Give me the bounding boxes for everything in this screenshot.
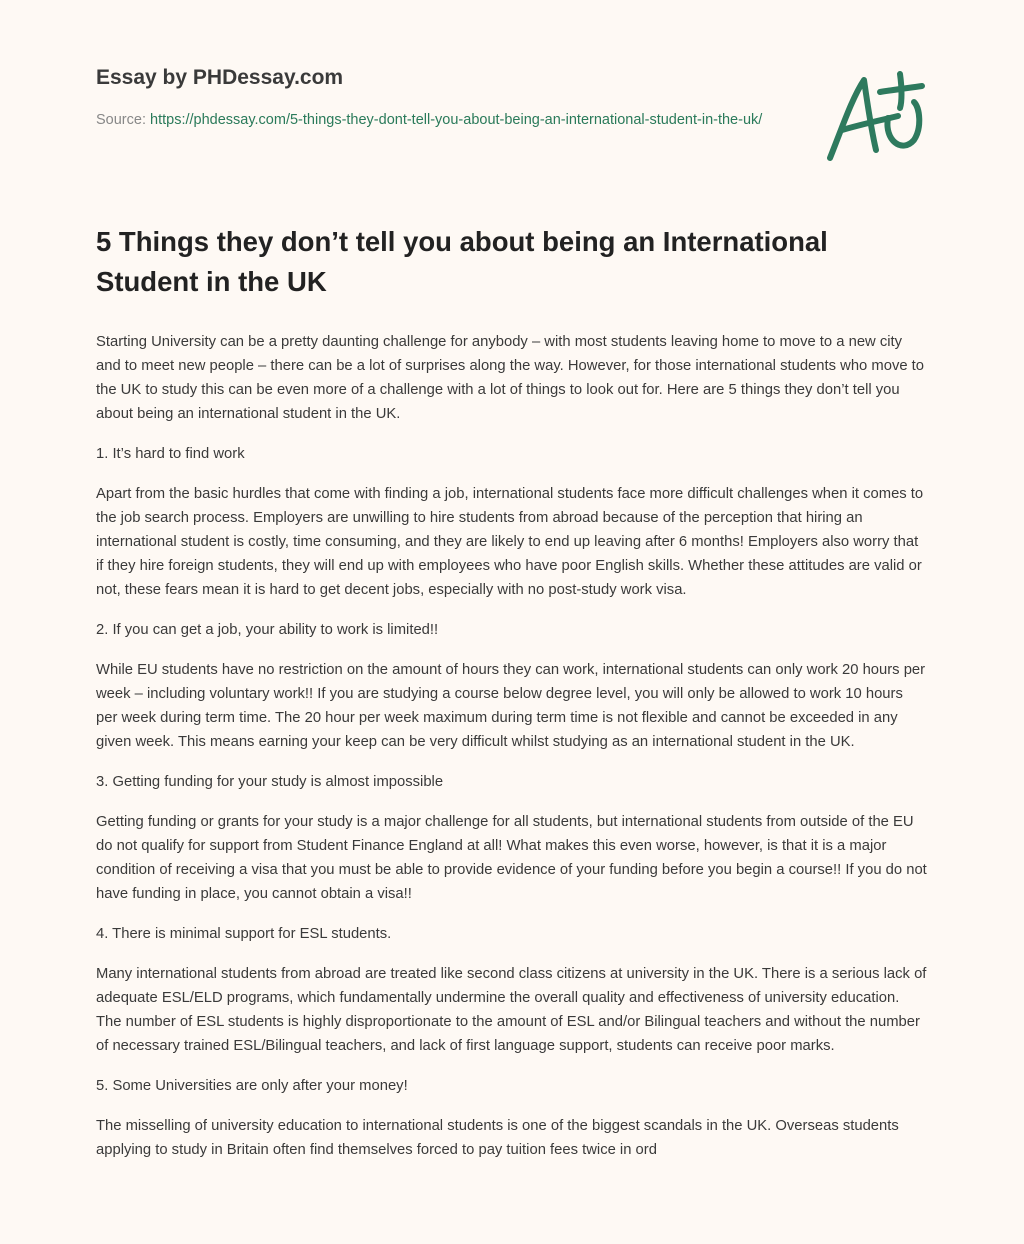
paragraph: Many international students from abroad are treated like second class citizens at university in the UK. There is a serious lack of adequate ESL/ELD programs, which fundamentally undermine the overall quality and effectiveness of university education. The number of ESL students is highly disproportionate to the amount of ESL and/or Bilingual teachers and without the number of necessary trained ESL/Bilingual teachers, and lack of first language support, students can receive poor marks. xyxy=(96,966,927,1054)
page-header xyxy=(0,0,1024,214)
paragraph: While EU students have no restriction on the amount of hours they can work, international students can only work 20 hours per week – including voluntary work!! If you are studying a course below degree level, you will only be allowed to work 10 hours per week during term time. The 20 hour per week maximum during term time is not flexible and cannot be exceeded in any given week. This means earning your keep can be very difficult whilst studying as an international student in the UK. xyxy=(96,662,926,750)
point-heading-4: 4. There is minimal support for ESL students. xyxy=(96,926,392,942)
intro-paragraph: Starting University can be a pretty daunting challenge for anybody – with most students leaving home to move to a new city and to meet new people – there can be a lot of surprises along the way. However, for those international students who move to the UK to study this can be even more of a challenge with a lot of things to look out for. Here are 5 things they don’t tell you about being an international student in the UK. xyxy=(96,334,925,422)
point-heading-5: 5. Some Universities are only after your money! xyxy=(96,1078,408,1094)
article xyxy=(0,222,1024,1162)
point-heading-3: 3. Getting funding for your study is almost impossible xyxy=(96,774,444,790)
article-title: 5 Things they don’t tell you about being an International Student in the UK xyxy=(96,226,828,297)
source-link[interactable]: https://phdessay.com/5-things-they-dont-tell-you-about-being-an-international-student-in-the-uk/ xyxy=(150,112,763,128)
a-plus-logo-icon xyxy=(822,68,932,168)
point-heading-1: 1. It’s hard to find work xyxy=(96,446,245,462)
point-heading-2: 2. If you can get a job, your ability to work is limited!! xyxy=(96,622,439,638)
paragraph: Getting funding or grants for your study is a major challenge for all students, but international students from outside of the EU do not qualify for support from Student Finance England at all! What makes this even worse, however, is that it is a major condition of receiving a visa that you must be able to provide evidence of your funding before you begin a course!! If you do not have funding in place, you cannot obtain a visa!! xyxy=(96,814,927,902)
source-line xyxy=(96,108,776,132)
source-label: Source: xyxy=(96,112,146,128)
site-title: Essay by PHDessay.com xyxy=(96,66,344,89)
paragraph: Apart from the basic hurdles that come with finding a job, international students face more difficult challenges when it comes to the job search process. Employers are unwilling to hire students from abroad because of the perception that hiring an international student is costly, time consuming, and they are likely to end up leaving after 6 months! Employers also worry that if they hire foreign students, they will end up with employees who have poor English skills. Whether these attitudes are valid or not, these fears mean it is hard to get decent jobs, especially with no post-study work visa. xyxy=(96,486,924,598)
paragraph: The misselling of university education to international students is one of the biggest scandals in the UK. Overseas students applying to study in Britain often find themselves forced to pay tuition fees twice in ord xyxy=(96,1118,899,1158)
